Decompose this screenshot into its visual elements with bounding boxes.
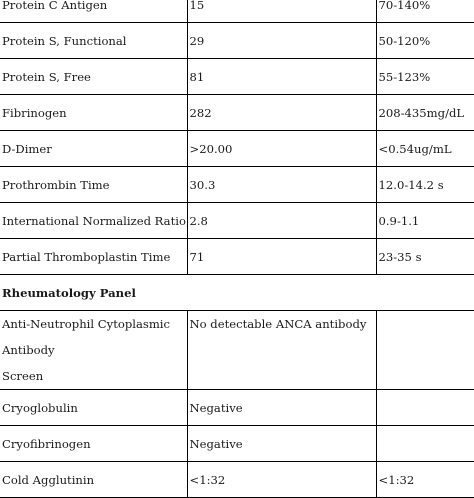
result-cell: 15 (187, 0, 376, 23)
table-row (0, 311, 474, 390)
result-cell: >20.00 (187, 131, 376, 167)
result-cell: 29 (187, 23, 376, 59)
result-cell: 71 (187, 239, 376, 275)
result-cell: 2.8 (187, 203, 376, 239)
table-row (0, 131, 474, 167)
test-name-line: Screen (2, 369, 44, 383)
reference-cell: <0.54ug/mL (376, 131, 474, 167)
result-cell: 81 (187, 59, 376, 95)
test-name-cell: Protein S, Functional (0, 23, 187, 59)
reference-cell: 208-435mg/dL (376, 95, 474, 131)
reference-cell (376, 426, 474, 462)
table-row (0, 390, 474, 426)
reference-cell: 0.9-1.1 (376, 203, 474, 239)
reference-cell: 12.0-14.2 s (376, 167, 474, 203)
reference-cell: 23-35 s (376, 239, 474, 275)
result-cell: 30.3 (187, 167, 376, 203)
result-cell: Negative (187, 390, 376, 426)
table-row (0, 0, 474, 23)
test-name-cell: Cryofibrinogen (0, 426, 187, 462)
table-row (0, 23, 474, 59)
table-row (0, 239, 474, 275)
reference-cell: <1:32 (376, 462, 474, 498)
result-cell: <1:32 (187, 462, 376, 498)
test-name-cell: International Normalized Ratio (0, 203, 187, 239)
reference-cell: 50-120% (376, 23, 474, 59)
result-cell: Negative (187, 426, 376, 462)
test-name-line: Anti-Neutrophil Cytoplasmic Antibody (2, 317, 171, 357)
table-row (0, 426, 474, 462)
reference-cell (376, 390, 474, 426)
test-name-cell: Partial Thromboplastin Time (0, 239, 187, 275)
table-row (0, 167, 474, 203)
table-row (0, 95, 474, 131)
test-name-cell: Cold Agglutinin (0, 462, 187, 498)
result-cell: 282 (187, 95, 376, 131)
reference-cell (376, 311, 474, 390)
test-name-cell: Cryoglobulin (0, 390, 187, 426)
test-name-cell: Prothrombin Time (0, 167, 187, 203)
test-name-cell: Fibrinogen (0, 95, 187, 131)
test-name-cell: Protein S, Free (0, 59, 187, 95)
table-row (0, 462, 474, 498)
table-row (0, 203, 474, 239)
test-name-cell: Protein C Antigen (0, 0, 187, 23)
test-name-cell: D-Dimer (0, 131, 187, 167)
section-title: Rheumatology Panel (0, 275, 474, 311)
section-header-row (0, 275, 474, 311)
reference-cell: 70-140% (376, 0, 474, 23)
test-name-cell (0, 311, 187, 390)
result-cell: No detectable ANCA antibody (187, 311, 376, 390)
reference-cell: 55-123% (376, 59, 474, 95)
table-row (0, 59, 474, 95)
